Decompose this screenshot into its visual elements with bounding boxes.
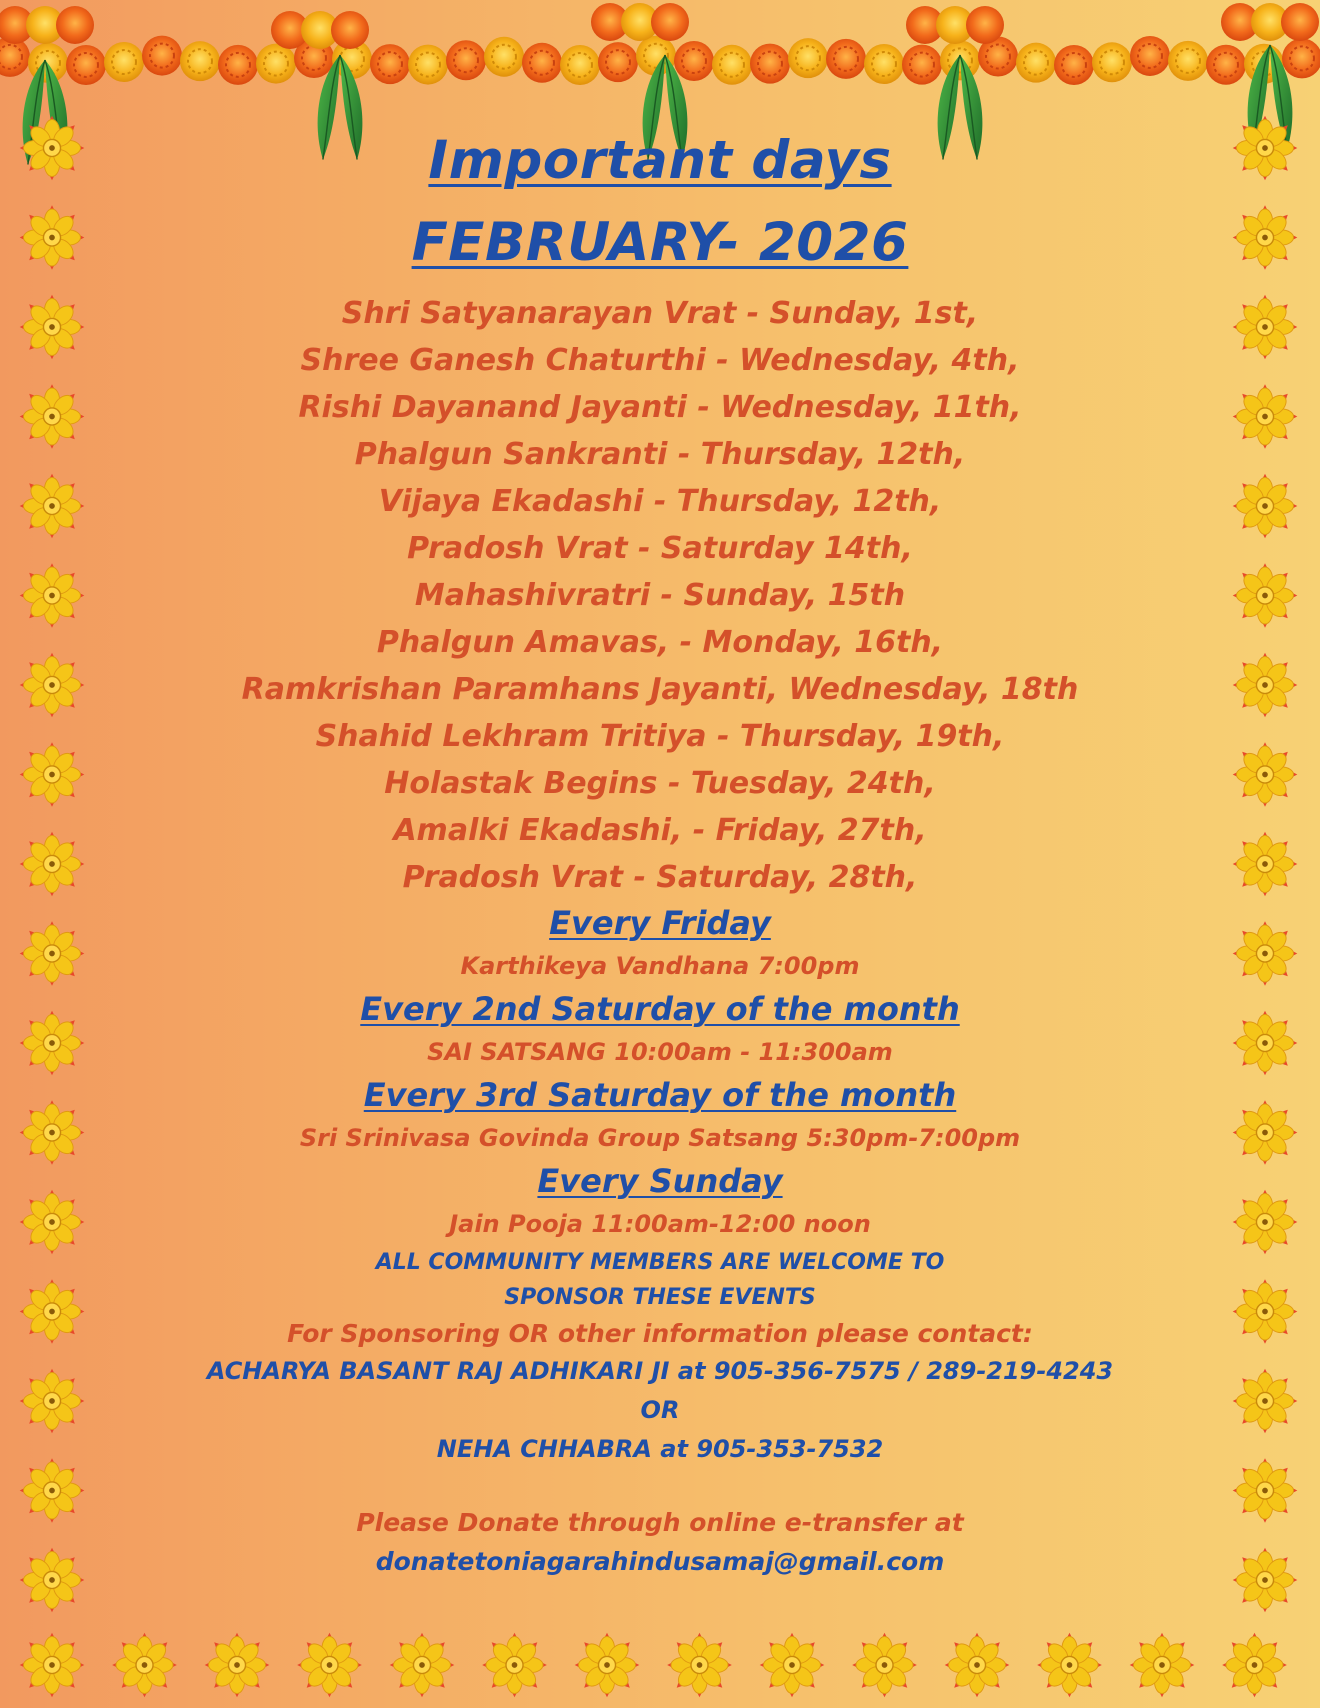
flower-icon [1037,1633,1102,1698]
list-item: Amalki Ekadashi, - Friday, 27th, [393,813,927,848]
flower-icon [1222,1633,1287,1698]
section-detail: Jain Pooja 11:00am-12:00 noon [449,1210,871,1238]
flower-icon [667,1633,732,1698]
flower-icon [1233,1100,1298,1165]
flower-icon [1233,205,1298,270]
list-item: Rishi Dayanand Jayanti - Wednesday, 11th, [298,390,1022,425]
flower-icon [945,1633,1010,1698]
recurring-every-friday [150,901,1170,987]
flower-icon [297,1633,362,1698]
marigold-icon [104,42,144,82]
flower-icon [20,295,85,360]
flower-icon [20,742,85,807]
marigold-icon [142,36,182,76]
list-item: Mahashivratri - Sunday, 15th [414,578,906,613]
event-list [150,290,1170,901]
section-title: Every Sunday [537,1162,783,1200]
flower-icon [1233,742,1298,807]
marigold-icon [750,44,790,84]
flower-icon [20,1011,85,1076]
marigold-icon [370,44,410,84]
marigold-icon [1054,45,1094,85]
marigold-icon [256,44,296,84]
flower-icon [1233,116,1298,181]
flower-icon [760,1633,825,1698]
flower-icon [20,1369,85,1434]
flower-icon [20,1190,85,1255]
flower-icon [20,1458,85,1523]
marigold-icon [902,45,942,85]
list-item: Ramkrishan Paramhans Jayanti, Wednesday, 18th [241,672,1079,707]
marigold-icon [522,43,562,83]
month-title: FEBRUARY- 2026 [411,212,909,273]
flower-icon [20,563,85,628]
flower-icon [20,205,85,270]
flower-icon [1233,474,1298,539]
flower-icon [20,384,85,449]
marigold-cluster-icon [651,3,689,41]
marigold-icon [1092,42,1132,82]
flower-icon [575,1633,640,1698]
flower-icon [1233,1190,1298,1255]
marigold-icon [826,39,866,79]
contact-primary: ACHARYA BASANT RAJ ADHIKARI JI at 905-356-7575 / 289-219-4243 [206,1357,1114,1385]
list-item: Shree Ganesh Chaturthi - Wednesday, 4th, [300,343,1020,378]
marigold-icon [940,40,980,80]
section-detail: SAI SATSANG 10:00am - 11:300am [427,1038,893,1066]
section-detail: Karthikeya Vandhana 7:00pm [460,952,860,980]
marigold-icon [560,45,600,85]
flower-icon [1233,1548,1298,1613]
page-title: Important days [428,130,892,191]
marigold-icon [408,45,448,85]
flower-icon [20,1633,85,1698]
welcome-line-2: SPONSOR THESE EVENTS [504,1285,816,1310]
flower-icon [20,116,85,181]
marigold-icon [788,38,828,78]
main-content [150,120,1170,1581]
flower-icon [1233,1279,1298,1344]
flower-icon [1233,384,1298,449]
contact-secondary: NEHA CHHABRA at 905-353-7532 [436,1435,884,1463]
list-item: Phalgun Sankranti - Thursday, 12th, [354,437,966,472]
marigold-icon [446,40,486,80]
flower-icon [482,1633,547,1698]
list-item: Vijaya Ekadashi - Thursday, 12th, [378,484,942,519]
marigold-icon [484,37,524,77]
section-title: Every Friday [549,904,771,942]
list-item: Holastak Begins - Tuesday, 24th, [384,766,936,801]
flower-icon [390,1633,455,1698]
recurring-every-3rd-saturday [150,1073,1170,1159]
marigold-icon [1206,45,1246,85]
section-title: Every 2nd Saturday of the month [360,990,960,1028]
list-item: Shri Satyanarayan Vrat - Sunday, 1st, [341,296,979,331]
flower-icon [1233,832,1298,897]
contact-or: OR [640,1396,680,1424]
marigold-icon [864,44,904,84]
flower-icon [20,1279,85,1344]
flower-icon [20,1100,85,1165]
flower-icon [1130,1633,1195,1698]
contact-intro: For Sponsoring OR other information please contact: [287,1319,1033,1348]
flower-icon [20,832,85,897]
marigold-icon [1130,36,1170,76]
section-detail: Sri Srinivasa Govinda Group Satsang 5:30pm-7:00pm [299,1124,1021,1152]
flower-icon [1233,295,1298,360]
list-item: Shahid Lekhram Tritiya - Thursday, 19th, [315,719,1005,754]
flower-icon [20,474,85,539]
marigold-icon [598,42,638,82]
marigold-icon [180,41,220,81]
marigold-icon [1016,43,1056,83]
flower-icon [20,921,85,986]
flower-icon [20,653,85,718]
list-item: Pradosh Vrat - Saturday 14th, [407,531,913,566]
marigold-icon [674,41,714,81]
spacer [150,1469,1170,1503]
marigold-cluster-icon [56,6,94,44]
recurring-every-sunday [150,1159,1170,1245]
flower-icon [20,1548,85,1613]
recurring-every-2nd-saturday [150,987,1170,1073]
flower-icon [112,1633,177,1698]
flower-icon [1233,1011,1298,1076]
list-item: Phalgun Amavas, - Monday, 16th, [376,625,944,660]
marigold-cluster-icon [1281,3,1319,41]
flower-icon [1233,1369,1298,1434]
marigold-icon [66,45,106,85]
donate-text: Please Donate through online e-transfer at [356,1508,964,1537]
flower-icon [1233,1458,1298,1523]
flower-icon [1233,921,1298,986]
list-item: Pradosh Vrat - Saturday, 28th, [402,860,918,895]
marigold-cluster-icon [966,6,1004,44]
flower-icon [1233,653,1298,718]
flower-icon [852,1633,917,1698]
welcome-line-1: ALL COMMUNITY MEMBERS ARE WELCOME TO [375,1250,945,1275]
marigold-cluster-icon [331,11,369,49]
section-title: Every 3rd Saturday of the month [363,1076,957,1114]
flower-icon [205,1633,270,1698]
flower-icon [1233,563,1298,628]
marigold-icon [218,45,258,85]
marigold-icon [712,45,752,85]
marigold-icon [1168,41,1208,81]
donate-email: donatetoniagarahindusamaj@gmail.com [375,1547,945,1576]
